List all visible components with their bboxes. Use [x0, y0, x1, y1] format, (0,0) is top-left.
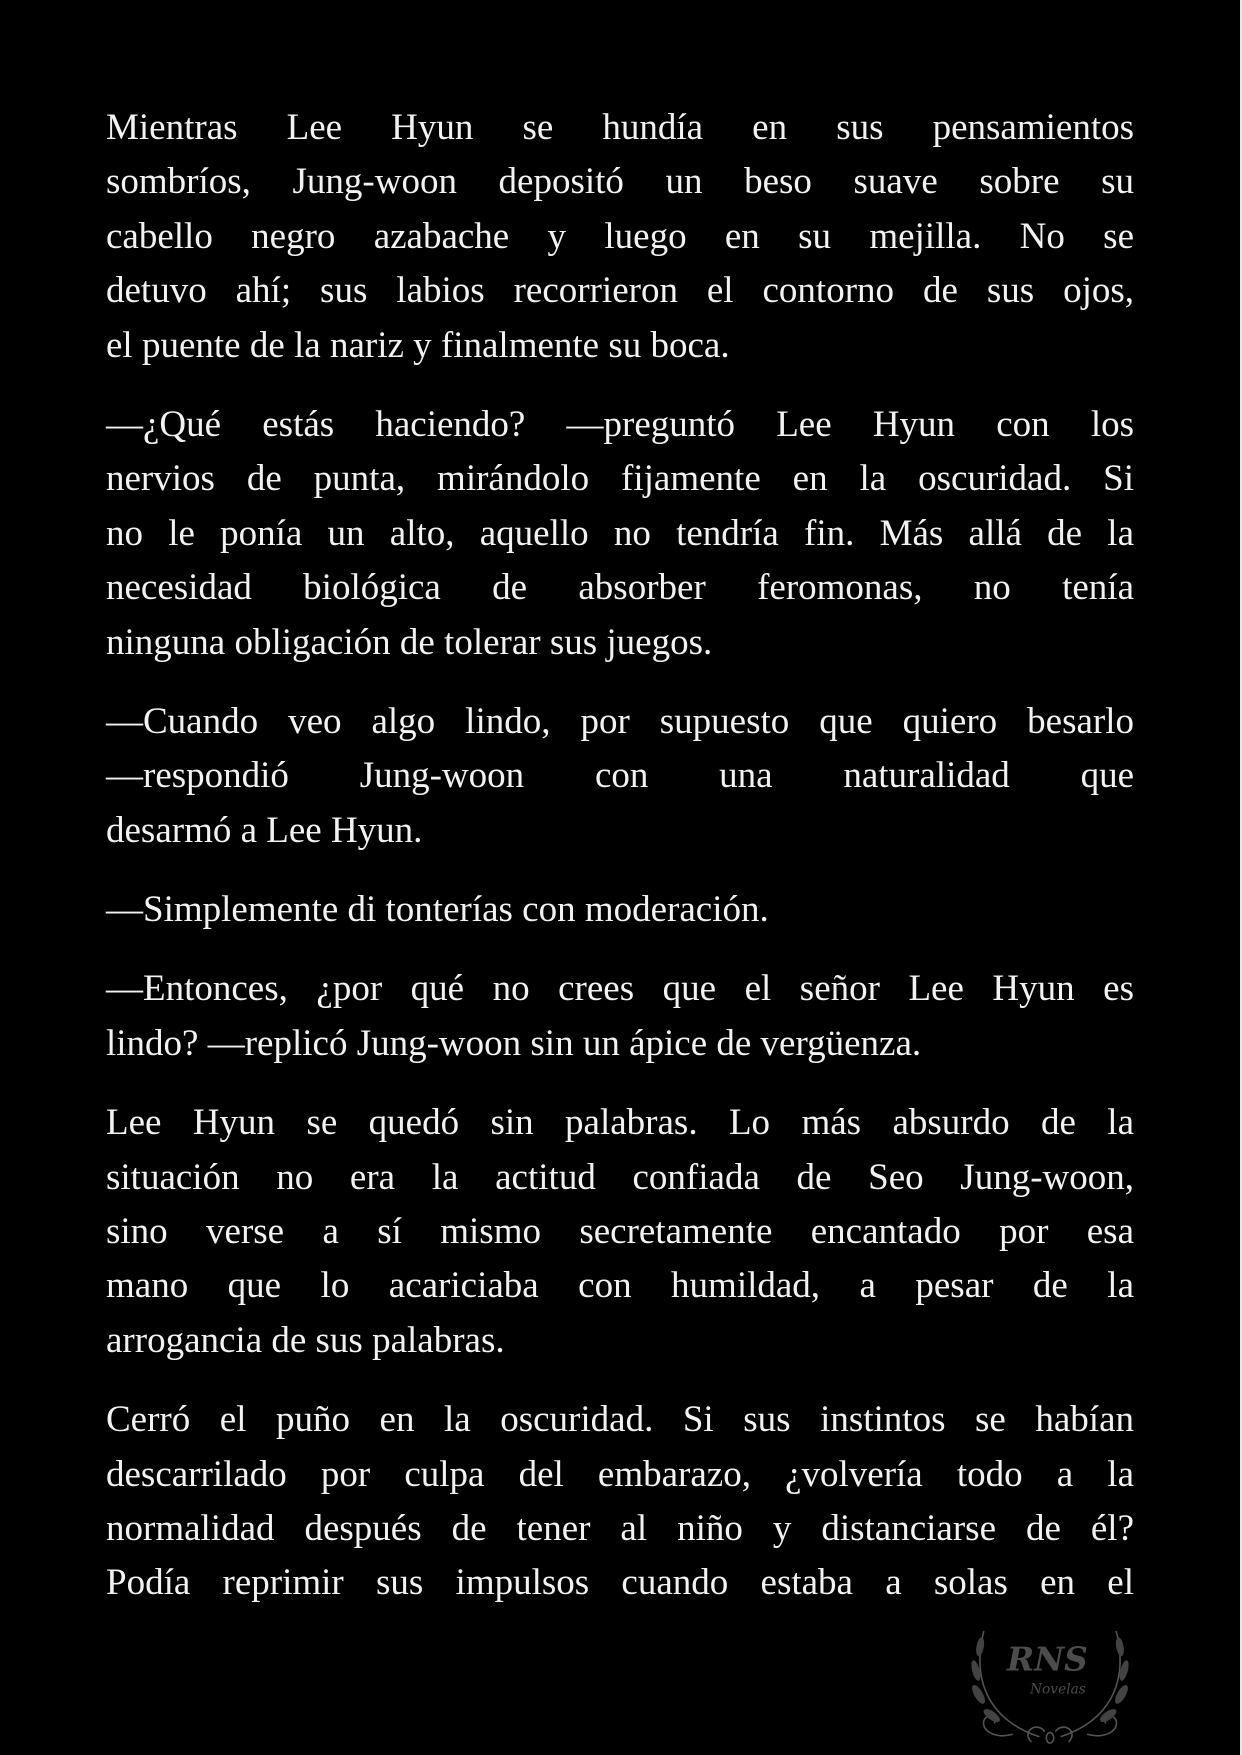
text-line: detuvo ahí; sus labios recorrieron el contorno de sus ojos, [106, 270, 1134, 312]
paragraph [106, 695, 1134, 858]
text-line: —respondió Jung-woon con una naturalidad que [106, 755, 1134, 797]
paragraph [106, 398, 1134, 670]
text-line: lindo? —replicó Jung-woon sin un ápice de vergüenza. [106, 1022, 922, 1064]
text-line: no le ponía un alto, aquello no tendría fin. Más allá de la [106, 512, 1134, 554]
paragraph [106, 101, 1134, 373]
text-line: necesidad biológica de absorber feromonas, no tenía [106, 567, 1134, 609]
text-line: Podía reprimir sus impulsos cuando estaba a solas en el [106, 1562, 1134, 1604]
text-line: ninguna obligación de tolerar sus juegos. [106, 621, 713, 663]
text-line: —Entonces, ¿por qué no crees que el señor Lee Hyun es [106, 968, 1134, 1010]
text-line: mano que lo acariciaba con humildad, a pesar de la [106, 1265, 1134, 1307]
text-line: sombríos, Jung-woon depositó un beso suave sobre su [106, 161, 1134, 203]
paragraph [106, 883, 1134, 937]
text-line: cabello negro azabache y luego en su mejilla. No se [106, 215, 1134, 257]
text-line: Lee Hyun se quedó sin palabras. Lo más absurdo de la [106, 1102, 1134, 1144]
text-line: sino verse a sí mismo secretamente encantado por esa [106, 1211, 1134, 1253]
text-line: arrogancia de sus palabras. [106, 1319, 505, 1361]
svg-text:RNS: RNS [1006, 1639, 1088, 1679]
text-line: descarrilado por culpa del embarazo, ¿volvería todo a la [106, 1453, 1134, 1495]
text-line: el puente de la nariz y finalmente su boca. [106, 324, 730, 366]
text-line: —Simplemente di tonterías con moderación. [106, 889, 769, 931]
text-line: Cerró el puño en la oscuridad. Si sus instintos se habían [106, 1399, 1134, 1441]
svg-text:Novelas: Novelas [1030, 1681, 1086, 1698]
text-line: normalidad después de tener al niño y distanciarse de él? [106, 1507, 1134, 1549]
text-line: situación no era la actitud confiada de Seo Jung-woon, [106, 1156, 1134, 1198]
text-line: Mientras Lee Hyun se hundía en sus pensamientos [106, 107, 1134, 148]
text-line: —¿Qué estás haciendo? —preguntó Lee Hyun con los [106, 403, 1134, 445]
paragraph [106, 1393, 1134, 1611]
document-body [106, 101, 1134, 1636]
paragraph [106, 1096, 1134, 1368]
paragraph [106, 962, 1134, 1071]
text-line: —Cuando veo algo lindo, por supuesto que quiero besarlo [106, 700, 1134, 742]
text-line: nervios de punta, mirándolo fijamente en la oscuridad. Si [106, 458, 1134, 500]
text-line: desarmó a Lee Hyun. [106, 809, 423, 851]
